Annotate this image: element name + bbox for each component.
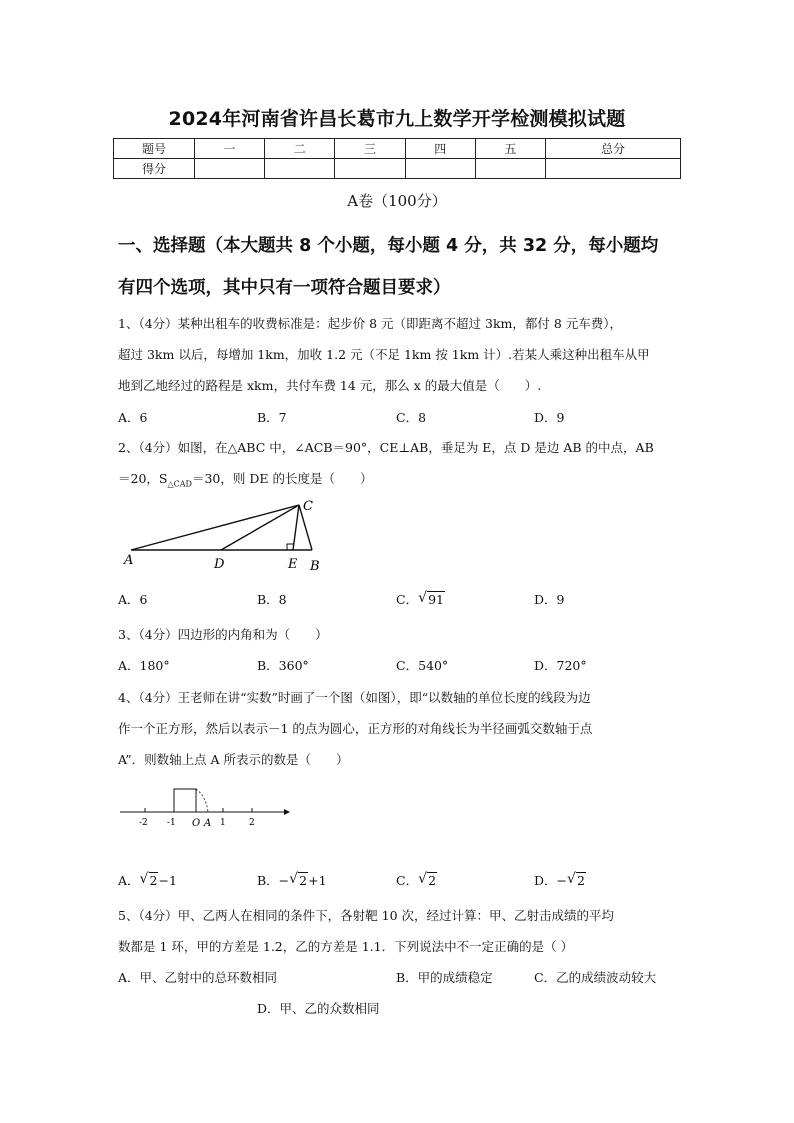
q5-option-c[interactable]: C．乙的成绩波动较大 (534, 970, 657, 985)
q2-line2-end: ＝30，则 DE 的长度是（ ） (191, 471, 373, 486)
q4-option-c-radicand: 2 (428, 873, 437, 888)
label-c: C (303, 499, 313, 514)
table-cell[interactable] (265, 159, 335, 179)
table-cell: 四 (405, 139, 475, 159)
q4-option-a-radicand: 2 (149, 873, 158, 888)
q3-option-c[interactable]: C．540° (396, 658, 449, 673)
q1-option-d[interactable]: D．9 (534, 410, 565, 425)
table-row (114, 139, 681, 159)
part-heading-line2: 有四个选项，其中只有一项符合题目要求） (118, 278, 451, 298)
table-cell: 题号 (114, 139, 195, 159)
q4-option-d[interactable]: D．− √ 2 (534, 871, 585, 888)
table-cell: 五 (475, 139, 545, 159)
q2-line1: 2、（4分）如图，在△ABC 中，∠ACB＝90°，CE⊥AB，垂足为 E，点 D 是边 AB 的中点，AB (118, 440, 654, 455)
tick-minus2: -2 (139, 818, 148, 828)
table-cell: 二 (265, 139, 335, 159)
table-cell: 得分 (114, 159, 195, 179)
score-table (113, 138, 681, 179)
page-title: 2024年河南省许昌长葛市九上数学开学检测模拟试题 (168, 108, 626, 130)
triangle-figure (118, 494, 328, 574)
q4-option-c-prefix: C． (396, 873, 419, 888)
q5-line2: 数都是 1 环，甲的方差是 1.2，乙的方差是 1.1．下列说法中不一定正确的是（ ） (118, 939, 574, 954)
q3-option-b[interactable]: B．360° (257, 658, 309, 673)
q1-line1: 1、（4分）某种出租车的收费标准是：起步价 8 元（即距离不超过 3km，都付 8 元车费）， (118, 316, 623, 331)
number-line-figure (118, 784, 293, 830)
q2-option-a[interactable]: A．6 (118, 592, 148, 607)
q4-option-b-prefix: B．− (257, 873, 290, 888)
q4-option-d-radicand: 2 (577, 873, 585, 888)
table-cell: 三 (335, 139, 405, 159)
q4-line2: 作一个正方形，然后以表示－1 的点为圆心，正方形的对角线长为半径画弧交数轴于点 (118, 721, 593, 736)
q5-option-d[interactable]: D．甲、乙的众数相同 (257, 1001, 380, 1016)
q1-option-c[interactable]: C．8 (396, 410, 427, 425)
q4-option-a[interactable]: A． √ 2−1 (118, 871, 177, 888)
tick-2: 2 (249, 818, 255, 828)
q2-option-c[interactable]: C． √ 91 (396, 590, 444, 607)
q3-line1: 3、（4分）四边形的内角和为（ ） (118, 627, 328, 642)
q1-option-b[interactable]: B．7 (257, 410, 287, 425)
tick-a: A (204, 818, 212, 829)
table-cell[interactable] (405, 159, 475, 179)
q3-option-a[interactable]: A．180° (118, 658, 170, 673)
q4-option-a-prefix: A． (118, 873, 140, 888)
q4-option-c[interactable]: C． √ 2 (396, 871, 437, 888)
q2-line2-start: ＝20，S (118, 471, 168, 486)
q4-option-b-radicand: 2 (299, 873, 308, 888)
q3-option-d[interactable]: D．720° (534, 658, 587, 673)
table-cell[interactable] (546, 159, 681, 179)
q4-option-b[interactable]: B．− √ 2+1 (257, 871, 327, 888)
part-heading-line1: 一、选择题（本大题共 8 个小题，每小题 4 分，共 32 分，每小题均 (118, 236, 659, 256)
label-e: E (288, 557, 298, 572)
q2-option-c-radicand: 91 (428, 592, 444, 607)
q1-line2: 超过 3km 以后，每增加 1km，加收 1.2 元（不足 1km 按 1km 计）.若某人乘这种出租车从甲 (118, 347, 650, 362)
label-b: B (310, 559, 320, 574)
table-cell[interactable] (335, 159, 405, 179)
table-row (114, 159, 681, 179)
q2-line2 (118, 469, 372, 489)
q5-option-a[interactable]: A．甲、乙射中的总环数相同 (118, 970, 278, 985)
q4-option-a-suffix: −1 (158, 873, 177, 888)
q4-line3: A”．则数轴上点 A 所表示的数是（ ） (118, 752, 349, 767)
section-a-heading: A卷（100分） (347, 192, 447, 210)
table-cell[interactable] (195, 159, 265, 179)
label-a: A (124, 553, 134, 568)
q4-option-b-suffix: +1 (308, 873, 327, 888)
q2-option-d[interactable]: D．9 (534, 592, 565, 607)
tick-minus1: -1 (167, 818, 176, 828)
q1-line3: 地到乙地经过的路程是 xkm，共付车费 14 元，那么 x 的最大值是（ ）. (118, 378, 542, 393)
table-cell[interactable] (475, 159, 545, 179)
label-d: D (214, 557, 225, 572)
tick-origin: O (192, 818, 201, 829)
table-cell: 一 (195, 139, 265, 159)
tick-1: 1 (220, 818, 226, 828)
q4-line1: 4、（4分）王老师在讲“实数”时画了一个图（如图），即“以数轴的单位长度的线段为边 (118, 690, 591, 705)
q4-option-d-prefix: D．− (534, 873, 567, 888)
q2-option-b[interactable]: B．8 (257, 592, 287, 607)
q5-line1: 5、（4分）甲、乙两人在相同的条件下，各射靶 10 次，经过计算：甲、乙射击成绩的平均 (118, 908, 615, 923)
q5-option-b[interactable]: B．甲的成绩稳定 (396, 970, 493, 985)
table-cell: 总分 (546, 139, 681, 159)
q2-area-subscript: △CAD (167, 479, 192, 489)
q1-option-a[interactable]: A．6 (118, 410, 148, 425)
q2-option-c-prefix: C． (396, 592, 419, 607)
